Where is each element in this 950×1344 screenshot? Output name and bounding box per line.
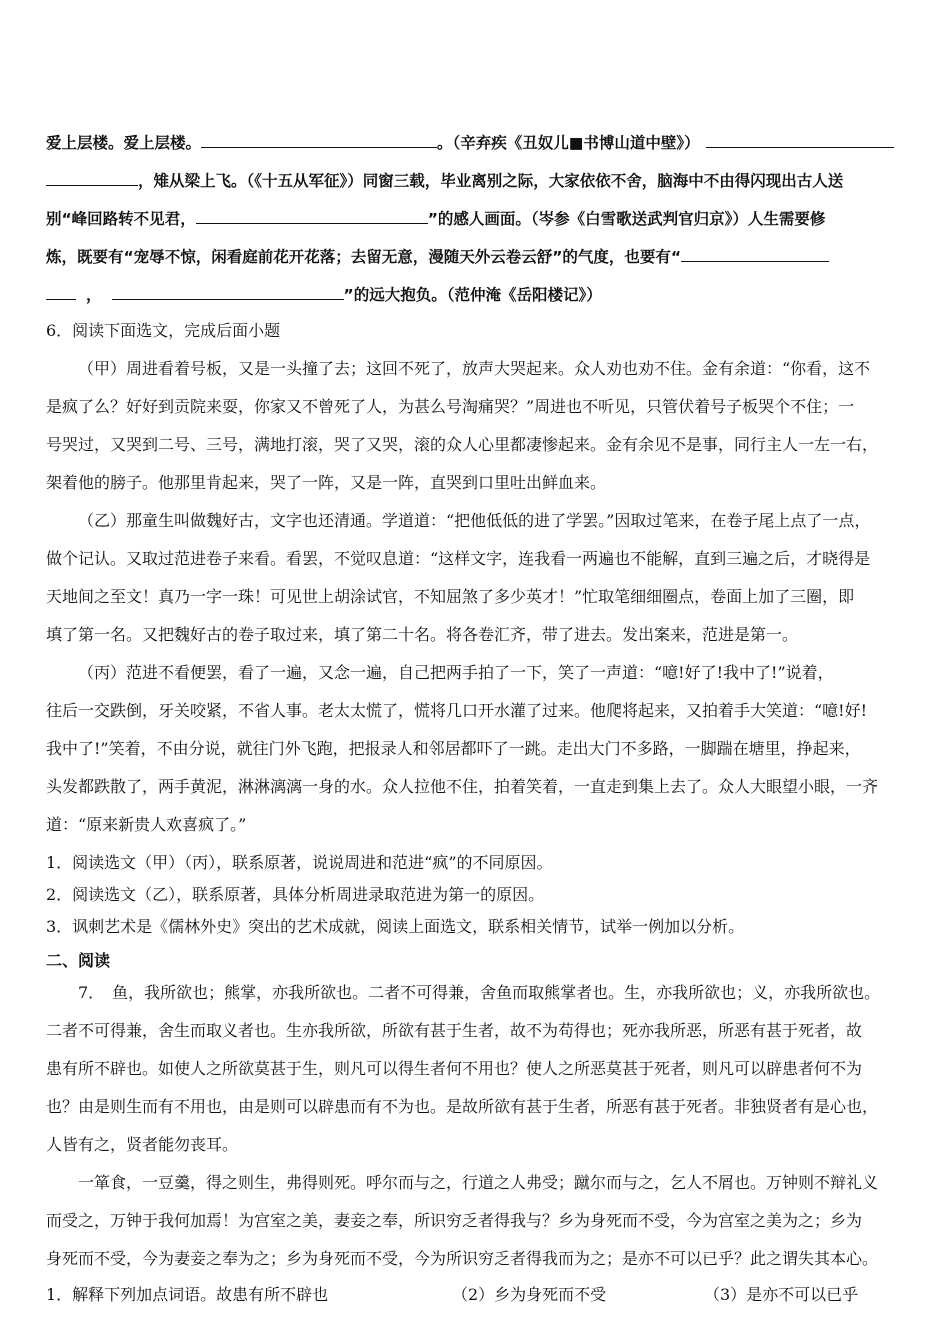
q7-para1-line: 患有所不辟也。如使人之所欲莫甚于生，则凡可以得生者何不用也？使人之所恶莫甚于死者，则凡可以辟患者何不为 — [46, 1059, 863, 1078]
q6-title: 6．阅读下面选文，完成后面小题 — [46, 321, 281, 340]
q7-sub-question-2: （2）乡为身死而不受 — [452, 1285, 607, 1304]
fill-in-line-1: 爱上层楼。爱上层楼。 。（辛弃疾《丑奴儿■书博山道中壁》） — [46, 130, 894, 154]
blank-1[interactable] — [201, 130, 437, 148]
blank-4[interactable] — [196, 206, 428, 224]
blank-3[interactable] — [46, 168, 138, 186]
q6-yi-line: 天地间之至文！真乃一字一珠！可见世上胡涂试官，不知屈煞了多少英才！”忙取笔细细圈点，卷面上加了三圈，即 — [46, 587, 855, 606]
blank-2[interactable] — [706, 130, 894, 148]
q7-para2-line: 身死而不受，今为妻妾之奉为之；乡为身死而不受，今为所识穷乏者得我而为之；是亦不可以已乎？此之谓失其本心。 — [46, 1249, 879, 1268]
fill-in-line-3: 别“峰回路转不见君， ”的感人画面。（岑参《白雪歌送武判官归京》）人生需要修 — [46, 206, 825, 230]
q7-para2-line: 一箪食，一豆羹，得之则生，弗得则死。呼尔而与之，行道之人弗受；蹴尔而与之，乞人不屑也。万钟则不辩礼义 — [78, 1173, 879, 1192]
q6-bing-line: 往后一交跌倒，牙关咬紧，不省人事。老太太慌了，慌将几口开水灌了过来。他爬将起来，又拍着手大笑道：“噫!好! — [46, 701, 868, 720]
q7-para2-line: 而受之，万钟于我何加焉！为宫室之美，妻妾之奉，所识穷乏者得我与？乡为身死而不受，今为宫室之美为之；乡为 — [46, 1211, 863, 1230]
fill-in-line-5: ， ”的远大抱负。（范仲淹《岳阳楼记》） — [46, 282, 602, 306]
q6-jia-line: 号哭过，又哭到二号、三号，满地打滚，哭了又哭，滚的众人心里都凄惨起来。金有余见不是事，同行主人一左一右， — [46, 435, 879, 454]
fill-in-line-2: ，雉从梁上飞。（《十五从军征》）同窗三载，毕业离别之际，大家依依不舍，脑海中不由得闪现出古人送 — [46, 168, 843, 192]
q6-question-1: 1．阅读选文（甲）（丙），联系原著，说说周进和范进“疯”的不同原因。 — [46, 853, 553, 872]
q7-para1-line: 人皆有之，贤者能勿丧耳。 — [46, 1135, 239, 1154]
q6-bing-line: 道：“原来新贵人欢喜疯了。” — [46, 815, 247, 834]
q6-jia-line: （甲）周进看着号板，又是一头撞了去；这回不死了，放声大哭起来。众人劝也劝不住。金有余道：“你看，这不 — [78, 359, 871, 378]
q7-sub-question-1: 1．解释下列加点词语。故患有所不辟也 — [46, 1285, 329, 1304]
q6-question-3: 3．讽刺艺术是《儒林外史》突出的艺术成就，阅读上面选文，联系相关情节，试举一例加以分析。 — [46, 917, 745, 936]
section-heading: 二、阅读 — [46, 951, 111, 970]
blank-7[interactable] — [112, 282, 344, 300]
q6-yi-line: 做个记认。又取过范进卷子来看。看罢，不觉叹息道：“这样文字，连我看一两遍也不能解，直到三遍之后，才晓得是 — [46, 549, 871, 568]
q6-yi-line: （乙）那童生叫做魏好古，文字也还清通。学道道：“把他低低的进了学罢。”因取过笔来，在卷子尾上点了一点， — [78, 511, 871, 530]
q6-jia-line: 架着他的膀子。他那里肯起来，哭了一阵，又是一阵，直哭到口里吐出鲜血来。 — [46, 473, 607, 492]
blank-6[interactable] — [46, 282, 76, 300]
q6-yi-line: 填了第一名。又把魏好古的卷子取过来，填了第二十名。将各卷汇齐，带了进去。发出案来，范进是第一。 — [46, 625, 799, 644]
q6-bing-line: 头发都跌散了，两手黄泥，淋淋漓漓一身的水。众人拉他不住，拍着笑着，一直走到集上去了。众人大眼望小眼，一齐 — [46, 777, 879, 796]
q6-jia-line: 是疯了么？好好到贡院来耍，你家又不曾死了人，为甚么号淘痛哭？”周进也不听见，只管伏着号子板哭个不住；一 — [46, 397, 855, 416]
q7-para1-line: 7． 鱼，我所欲也；熊掌，亦我所欲也。二者不可得兼，舍鱼而取熊掌者也。生，亦我所欲也；义，亦我所欲也。 — [78, 983, 881, 1002]
q7-sub-question-3: （3）是亦不可以已乎 — [704, 1285, 859, 1304]
q7-para1-line: 二者不可得兼，舍生而取义者也。生亦我所欲，所欲有甚于生者，故不为苟得也；死亦我所恶，所恶有甚于死者，故 — [46, 1021, 863, 1040]
q6-bing-line: 我中了!”笑着，不由分说，就往门外飞跑，把报录人和邻居都吓了一跳。走出大门不多路，一脚踹在塘里，挣起来， — [46, 739, 861, 758]
blank-5[interactable] — [681, 244, 829, 262]
fill-in-line-4: 炼，既要有“宠辱不惊，闲看庭前花开花落；去留无意，漫随天外云卷云舒”的气度，也要有“ — [46, 244, 829, 268]
q6-bing-line: （丙）范进不看便罢，看了一遍，又念一遍，自己把两手拍了一下，笑了一声道：“噫!好了!我中了!”说着， — [78, 663, 834, 682]
q6-question-2: 2．阅读选文（乙），联系原著，具体分析周进录取范进为第一的原因。 — [46, 885, 545, 904]
q7-para1-line: 也？由是则生而有不用也，由是则可以辟患而有不为也。是故所欲有甚于生者，所恶有甚于死者。非独贤者有是心也， — [46, 1097, 879, 1116]
